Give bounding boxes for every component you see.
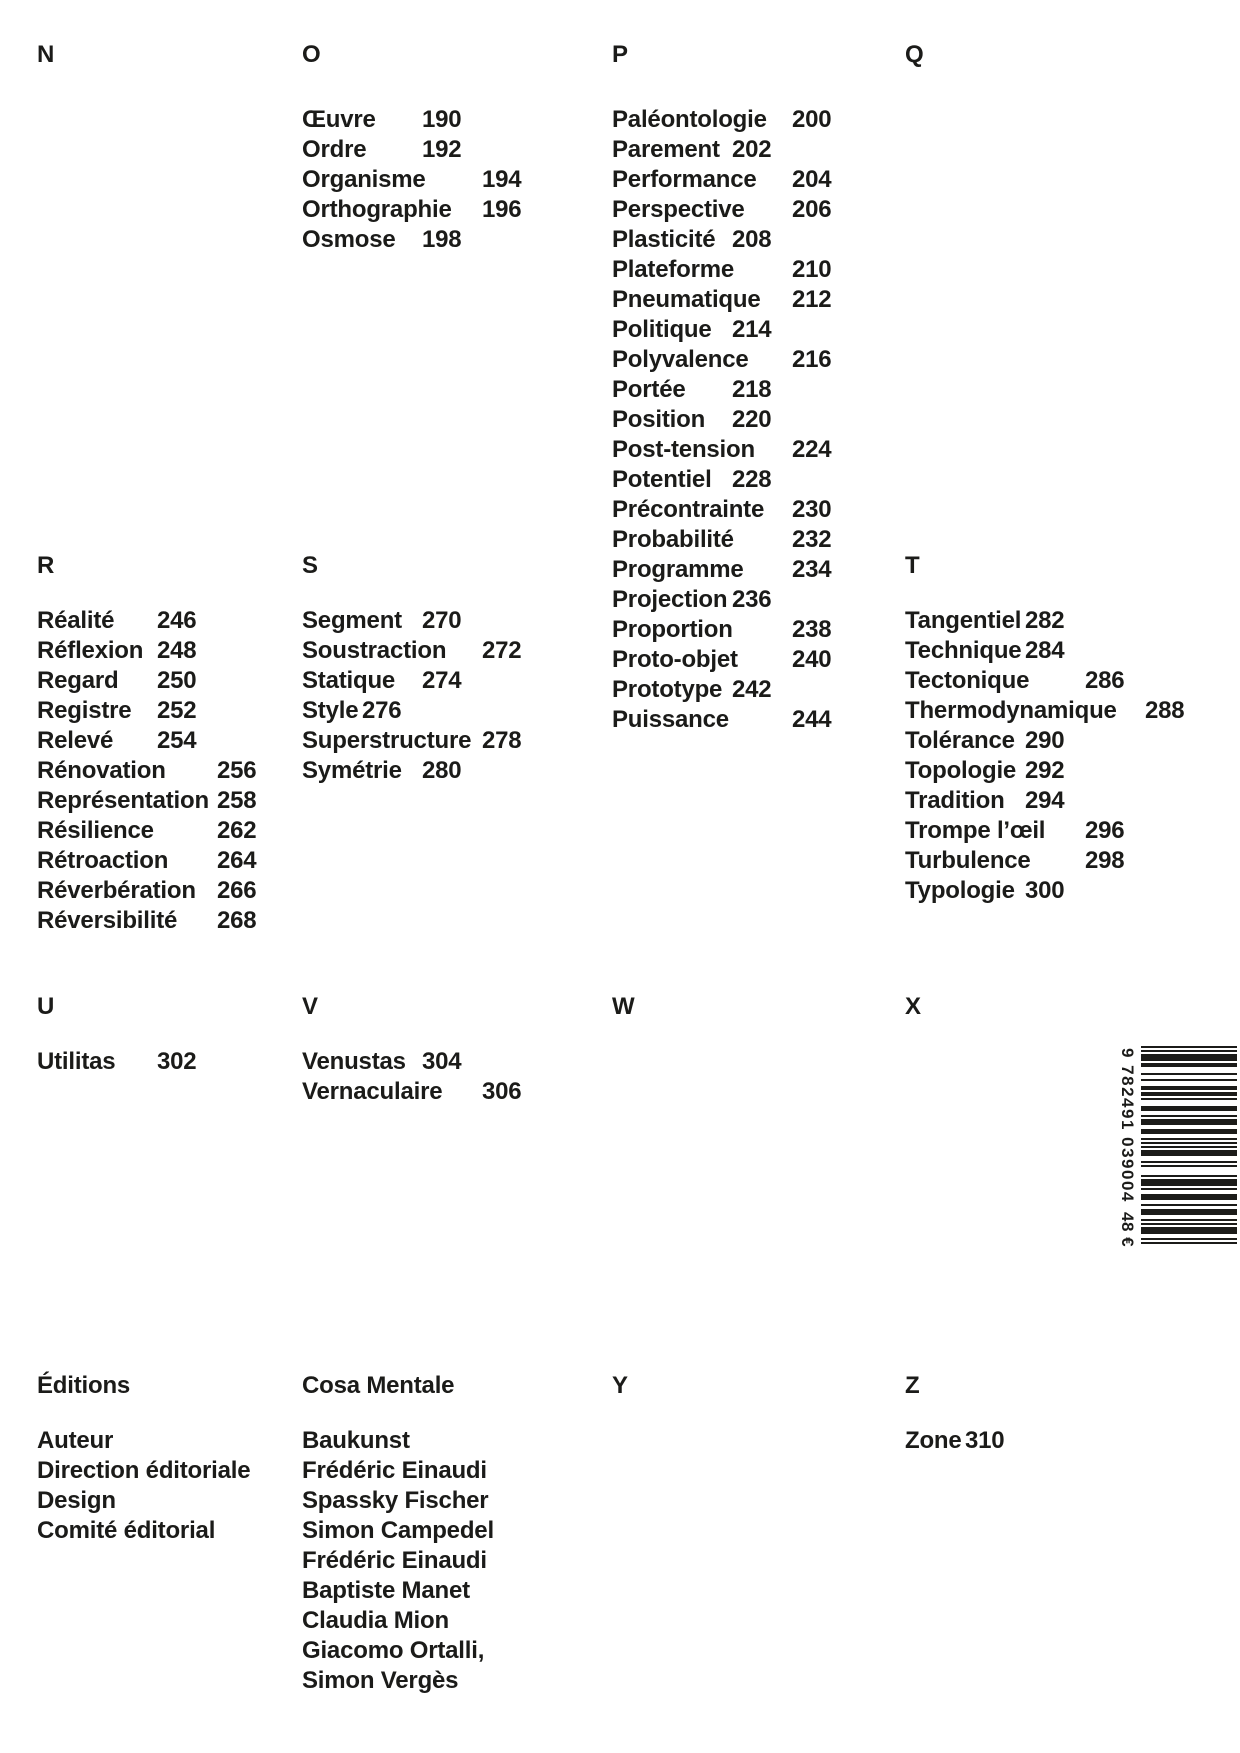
index-section--ditions: [37, 1371, 250, 1546]
entry-page: 262: [217, 817, 257, 844]
index-entry: [905, 846, 1184, 876]
index-entry: [37, 756, 256, 786]
entry-label: Venustas: [302, 1048, 406, 1075]
entry-page: 284: [1025, 637, 1065, 664]
barcode-stripe: [1141, 1219, 1237, 1221]
entry-page: 304: [422, 1048, 462, 1075]
section-letter: T: [905, 552, 920, 579]
index-entry: [302, 1516, 494, 1546]
entry-label: Superstructure: [302, 727, 472, 754]
index-section-t: [905, 551, 1184, 906]
entry-label: Direction éditoriale: [37, 1457, 251, 1484]
entry-label: Projection: [612, 586, 728, 613]
section-entries: [37, 1426, 250, 1546]
index-entry: [612, 705, 831, 735]
barcode-stripe: [1141, 1138, 1237, 1140]
entry-label: Paléontologie: [612, 106, 767, 133]
section-letter: Éditions: [37, 1372, 131, 1399]
entry-page: 198: [422, 226, 462, 253]
entry-page: 236: [732, 586, 772, 613]
index-entry: [37, 906, 256, 936]
entry-label: Comité éditorial: [37, 1517, 216, 1544]
barcode-stripe: [1141, 1086, 1237, 1090]
index-entry: [302, 1047, 521, 1077]
entry-page: 246: [157, 607, 197, 634]
entry-label: Osmose: [302, 226, 396, 253]
index-entry: [905, 696, 1184, 726]
index-entry: [905, 606, 1184, 636]
index-entry: [302, 696, 521, 726]
entry-page: 242: [732, 676, 772, 703]
index-entry: [612, 435, 831, 465]
entry-page: 264: [217, 847, 257, 874]
entry-label: Représentation: [37, 787, 209, 814]
barcode-stripe: [1141, 1204, 1237, 1206]
barcode-stripe: [1141, 1129, 1237, 1133]
entry-page: 208: [732, 226, 772, 253]
barcode-stripe: [1141, 1227, 1237, 1233]
index-section-o: [302, 40, 521, 255]
entry-label: Style: [302, 697, 359, 724]
entry-label: Spassky Fischer: [302, 1487, 489, 1514]
entry-page: 230: [792, 496, 832, 523]
entry-label: Segment: [302, 607, 402, 634]
index-entry: [37, 1516, 250, 1546]
barcode-stripe: [1141, 1119, 1237, 1125]
section-letter: V: [302, 993, 318, 1020]
entry-page: 294: [1025, 787, 1065, 814]
index-entry: [302, 1456, 494, 1486]
entry-page: 298: [1085, 847, 1125, 874]
index-entry: [302, 636, 521, 666]
barcode-stripe: [1141, 1238, 1237, 1240]
index-entry: [37, 1047, 196, 1077]
index-entry: [302, 1576, 494, 1606]
index-entry: [37, 726, 256, 756]
index-entry: [905, 1426, 1004, 1456]
entry-label: Performance: [612, 166, 757, 193]
entry-label: Tangentiel: [905, 607, 1022, 634]
index-entry: [612, 495, 831, 525]
index-entry: [905, 636, 1184, 666]
index-entry: [37, 846, 256, 876]
index-entry: [612, 525, 831, 555]
index-entry: [37, 1456, 250, 1486]
entry-label: Frédéric Einaudi: [302, 1547, 487, 1574]
entry-label: Utilitas: [37, 1048, 116, 1075]
entry-page: 190: [422, 106, 462, 133]
index-entry: [37, 696, 256, 726]
section-entries: [37, 606, 256, 936]
index-entry: [302, 1666, 494, 1696]
price-label: 48 €: [1118, 1212, 1137, 1248]
section-letter: Q: [905, 41, 924, 68]
entry-page: 256: [217, 757, 257, 784]
entry-page: 196: [482, 196, 522, 223]
barcode-stripe: [1141, 1142, 1237, 1144]
entry-page: 244: [792, 706, 832, 733]
index-entry: [612, 405, 831, 435]
index-entry: [302, 606, 521, 636]
entry-label: Probabilité: [612, 526, 734, 553]
entry-label: Position: [612, 406, 706, 433]
entry-label: Trompe l’œil: [905, 817, 1046, 844]
entry-page: 306: [482, 1078, 522, 1105]
index-entry: [37, 1426, 250, 1456]
barcode-stripe: [1141, 1209, 1237, 1215]
barcode-stripe: [1141, 1115, 1237, 1117]
barcode-stripe: [1141, 1150, 1237, 1156]
entry-page: 278: [482, 727, 522, 754]
index-entry: [302, 135, 521, 165]
index-entry: [612, 675, 831, 705]
entry-label: Typologie: [905, 877, 1015, 904]
index-entry: [37, 666, 256, 696]
entry-label: Résilience: [37, 817, 154, 844]
index-entry: [302, 195, 521, 225]
entry-label: Tolérance: [905, 727, 1015, 754]
entry-label: Registre: [37, 697, 132, 724]
index-section-y: [612, 1371, 628, 1426]
entry-label: Œuvre: [302, 106, 376, 133]
entry-page: 274: [422, 667, 462, 694]
entry-page: 270: [422, 607, 462, 634]
entry-page: 204: [792, 166, 832, 193]
index-entry: [612, 225, 831, 255]
index-entry: [612, 585, 831, 615]
entry-label: Organisme: [302, 166, 426, 193]
entry-label: Réalité: [37, 607, 115, 634]
barcode-stripe: [1141, 1179, 1237, 1185]
entry-label: Soustraction: [302, 637, 447, 664]
entry-label: Puissance: [612, 706, 729, 733]
index-section-v: [302, 992, 521, 1107]
entry-label: Thermodynamique: [905, 697, 1117, 724]
entry-label: Turbulence: [905, 847, 1031, 874]
section-entries: [905, 1426, 1004, 1456]
entry-label: Post-tension: [612, 436, 755, 463]
index-entry: [905, 876, 1184, 906]
index-entry: [905, 666, 1184, 696]
entry-page: 300: [1025, 877, 1065, 904]
index-entry: [302, 1606, 494, 1636]
entry-label: Zone: [905, 1427, 962, 1454]
entry-label: Orthographie: [302, 196, 452, 223]
entry-page: 302: [157, 1048, 197, 1075]
entry-page: 194: [482, 166, 522, 193]
barcode-stripe: [1141, 1242, 1237, 1244]
section-letter: X: [905, 993, 921, 1020]
entry-label: Prototype: [612, 676, 723, 703]
entry-page: 250: [157, 667, 197, 694]
barcode-stripe: [1141, 1092, 1237, 1096]
entry-label: Rétroaction: [37, 847, 169, 874]
entry-label: Topologie: [905, 757, 1017, 784]
index-section-q: [905, 40, 923, 105]
entry-page: 272: [482, 637, 522, 664]
entry-page: 202: [732, 136, 772, 163]
entry-label: Réverbération: [37, 877, 196, 904]
entry-page: 248: [157, 637, 197, 664]
entry-page: 286: [1085, 667, 1125, 694]
entry-label: Giacomo Ortalli,: [302, 1637, 485, 1664]
index-section-x: [905, 992, 921, 1047]
index-entry: [612, 255, 831, 285]
index-entry: [905, 756, 1184, 786]
entry-label: Portée: [612, 376, 686, 403]
entry-page: 224: [792, 436, 832, 463]
entry-page: 292: [1025, 757, 1065, 784]
index-entry: [302, 1077, 521, 1107]
entry-page: 290: [1025, 727, 1065, 754]
entry-label: Proportion: [612, 616, 733, 643]
index-section-z: [905, 1371, 1004, 1456]
index-entry: [302, 1426, 494, 1456]
index-entry: [612, 195, 831, 225]
index-section-n: [37, 40, 54, 105]
index-section-cosa-mentale: [302, 1371, 494, 1696]
index-entry: [612, 645, 831, 675]
entry-page: 288: [1145, 697, 1185, 724]
entry-label: Baukunst: [302, 1427, 410, 1454]
section-entries: [302, 606, 521, 786]
entry-label: Ordre: [302, 136, 367, 163]
entry-label: Potentiel: [612, 466, 712, 493]
entry-page: 232: [792, 526, 832, 553]
index-entry: [302, 666, 521, 696]
index-entry: [302, 726, 521, 756]
entry-page: 206: [792, 196, 832, 223]
index-entry: [302, 1636, 494, 1666]
entry-label: Baptiste Manet: [302, 1577, 470, 1604]
entry-page: 228: [732, 466, 772, 493]
index-entry: [612, 285, 831, 315]
section-entries: [302, 1426, 494, 1696]
index-entry: [302, 756, 521, 786]
entry-page: 214: [732, 316, 772, 343]
entry-page: 216: [792, 346, 832, 373]
entry-page: 234: [792, 556, 832, 583]
entry-label: Simon Vergès: [302, 1667, 459, 1694]
index-entry: [612, 345, 831, 375]
index-entry: [302, 225, 521, 255]
barcode-stripe: [1141, 1098, 1237, 1100]
entry-label: Vernaculaire: [302, 1078, 443, 1105]
entry-label: Pneumatique: [612, 286, 761, 313]
section-entries: [302, 1047, 521, 1107]
index-section-w: [612, 992, 634, 1047]
index-entry: [37, 786, 256, 816]
barcode-stripe: [1141, 1106, 1237, 1110]
barcode-stripe: [1141, 1161, 1237, 1163]
section-entries: [905, 606, 1184, 906]
entry-label: Plateforme: [612, 256, 735, 283]
index-entry: [905, 786, 1184, 816]
barcode-stripe: [1141, 1223, 1237, 1225]
entry-page: 280: [422, 757, 462, 784]
section-letter: Y: [612, 1372, 628, 1399]
entry-page: 282: [1025, 607, 1065, 634]
index-entry: [37, 876, 256, 906]
entry-page: 258: [217, 787, 257, 814]
entry-label: Tradition: [905, 787, 1005, 814]
index-entry: [905, 726, 1184, 756]
barcode-stripe: [1141, 1188, 1237, 1190]
entry-label: Relevé: [37, 727, 114, 754]
entry-page: 210: [792, 256, 832, 283]
section-letter: Z: [905, 1372, 920, 1399]
entry-page: 310: [965, 1427, 1005, 1454]
section-letter: U: [37, 993, 55, 1020]
barcode-stripe: [1141, 1050, 1237, 1052]
entry-label: Réversibilité: [37, 907, 178, 934]
entry-label: Programme: [612, 556, 744, 583]
index-entry: [37, 816, 256, 846]
section-letter: O: [302, 41, 321, 68]
entry-page: 238: [792, 616, 832, 643]
index-entry: [612, 105, 831, 135]
entry-label: Technique: [905, 637, 1022, 664]
barcode-stripe: [1141, 1046, 1237, 1048]
index-entry: [612, 135, 831, 165]
entry-page: 268: [217, 907, 257, 934]
entry-page: 220: [732, 406, 772, 433]
index-entry: [612, 555, 831, 585]
entry-page: 296: [1085, 817, 1125, 844]
entry-label: Simon Campedel: [302, 1517, 494, 1544]
section-entries: [612, 105, 831, 735]
entry-page: 212: [792, 286, 832, 313]
index-entry: [37, 1486, 250, 1516]
index-entry: [302, 165, 521, 195]
barcode-stripe: [1141, 1073, 1237, 1075]
section-letter: Cosa Mentale: [302, 1372, 455, 1399]
entry-page: 192: [422, 136, 462, 163]
entry-label: Auteur: [37, 1427, 114, 1454]
ean-barcode: [1141, 1046, 1237, 1244]
entry-page: 200: [792, 106, 832, 133]
entry-label: Statique: [302, 667, 396, 694]
entry-label: Perspective: [612, 196, 745, 223]
entry-label: Symétrie: [302, 757, 402, 784]
entry-label: Précontrainte: [612, 496, 765, 523]
index-entry: [37, 606, 256, 636]
section-letter: W: [612, 993, 635, 1020]
entry-label: Frédéric Einaudi: [302, 1457, 487, 1484]
index-entry: [612, 615, 831, 645]
index-section-r: [37, 551, 256, 936]
index-entry: [302, 1546, 494, 1576]
entry-label: Design: [37, 1487, 116, 1514]
entry-label: Claudia Mion: [302, 1607, 449, 1634]
entry-page: 266: [217, 877, 257, 904]
entry-label: Regard: [37, 667, 119, 694]
entry-label: Plasticité: [612, 226, 716, 253]
index-entry: [302, 1486, 494, 1516]
entry-label: Réflexion: [37, 637, 144, 664]
entry-page: 252: [157, 697, 197, 724]
section-entries: [302, 105, 521, 255]
index-entry: [302, 105, 521, 135]
entry-page: 240: [792, 646, 832, 673]
index-entry: [37, 636, 256, 666]
barcode-stripe: [1141, 1063, 1237, 1067]
entry-label: Tectonique: [905, 667, 1030, 694]
section-letter: P: [612, 41, 628, 68]
index-section-u: [37, 992, 196, 1077]
section-letter: S: [302, 552, 318, 579]
section-letter: N: [37, 41, 55, 68]
section-letter: R: [37, 552, 55, 579]
entry-label: Polyvalence: [612, 346, 749, 373]
isbn-number: 9 782491 039004: [1118, 1048, 1137, 1203]
index-section-p: [612, 40, 831, 735]
index-section-s: [302, 551, 521, 786]
index-entry: [905, 816, 1184, 846]
entry-label: Proto-objet: [612, 646, 738, 673]
entry-page: 276: [362, 697, 402, 724]
barcode-stripe: [1141, 1146, 1237, 1148]
barcode-stripe: [1141, 1079, 1237, 1081]
entry-page: 254: [157, 727, 197, 754]
index-entry: [612, 465, 831, 495]
barcode-stripe: [1141, 1054, 1237, 1060]
entry-label: Politique: [612, 316, 712, 343]
entry-page: 218: [732, 376, 772, 403]
barcode-stripe: [1141, 1175, 1237, 1177]
index-entry: [612, 165, 831, 195]
index-entry: [612, 315, 831, 345]
entry-label: Rénovation: [37, 757, 166, 784]
index-entry: [612, 375, 831, 405]
barcode-stripe: [1141, 1165, 1237, 1167]
entry-label: Parement: [612, 136, 720, 163]
barcode-stripe: [1141, 1194, 1237, 1200]
section-entries: [37, 1047, 196, 1077]
